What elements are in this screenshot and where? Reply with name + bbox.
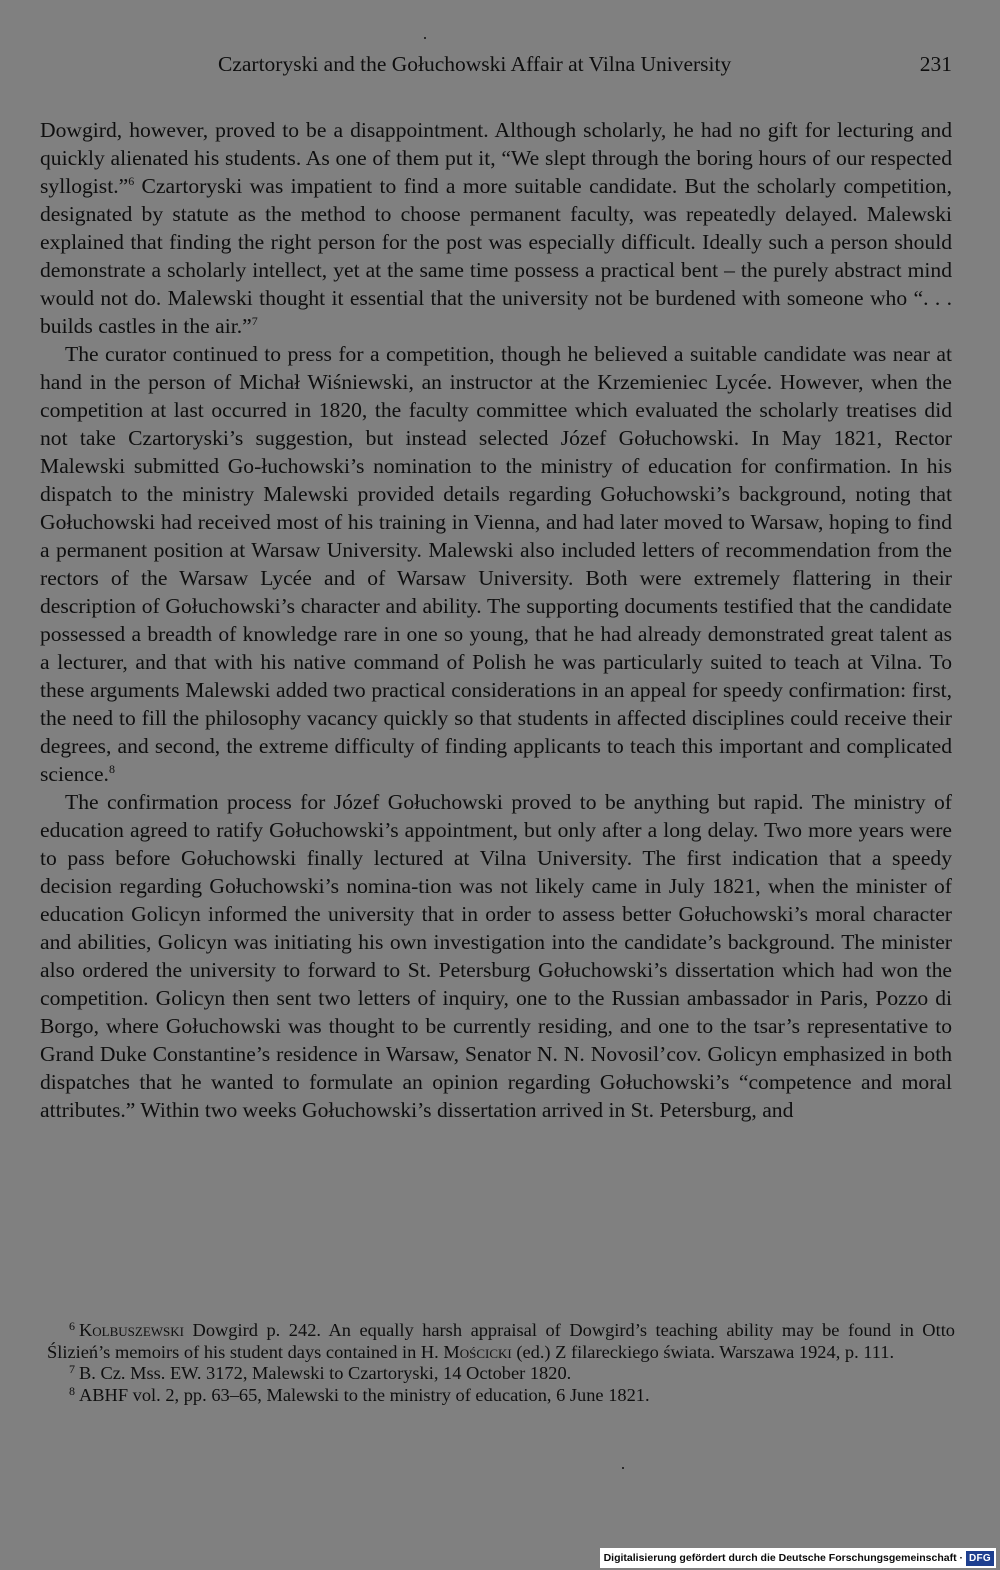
paragraph-1-text: Dowgird, however, proved to be a disappointment. Although scholarly, he had no gift for lecturing and quickly alienated his students. As one of them put it, “We slept through the boring hours of our respected syllogist.” xyxy=(40,118,952,198)
paragraph-1 xyxy=(40,116,952,340)
footnote-8 xyxy=(47,1385,955,1407)
footnote-7 xyxy=(47,1363,955,1385)
footnote-author: Kolbuszewski xyxy=(79,1320,184,1340)
paragraph-3-text: The confirmation process for Józef Gołuchowski proved to be anything but rapid. The ministry of education agreed to ratify Gołuchowski’s appointment, but only after a long delay. Two more years were to pass before Gołuchowski finally lectured at Vilna University. The first indication that a speedy decision regarding Gołuchowski’s nomina-tion was not likely came in July 1821, when the minister of education Golicyn informed the university that in order to assess better Gołuchowski’s moral character and abilities, Golicyn was initiating his own investigation into the candidate’s background. The minister also ordered the university to forward to St. Petersburg Gołuchowski’s dissertation which had won the competition. Golicyn then sent two letters of inquiry, one to the Russian ambassador in Paris, Pozzo di Borgo, where Gołuchowski was thought to be currently residing, and one to the tsar’s representative to Grand Duke Constantine’s residence in Warsaw, Senator N. N. Novosil’cov. Golicyn emphasized in both dispatches that he wanted to formulate an opinion regarding Gołuchowski’s “competence and moral attributes.” Within two weeks Gołuchowski’s dissertation arrived in St. Petersburg, and xyxy=(40,790,952,1122)
footnote-number: 8 xyxy=(69,1383,75,1398)
footnote-6 xyxy=(47,1320,955,1363)
footnote-text: B. Cz. Mss. EW. 3172, Malewski to Czartoryski, 14 October 1820. xyxy=(79,1363,572,1383)
footnote-ref-8: 8 xyxy=(108,762,115,776)
running-title: Czartoryski and the Gołuchowski Affair at Vilna University xyxy=(218,52,732,76)
credit-text: Digitalisierung gefördert durch die Deutsche Forschungsgemeinschaft · xyxy=(603,1552,963,1564)
scan-speck xyxy=(622,1467,624,1469)
footnote-author: Mościcki xyxy=(443,1341,512,1362)
paragraph-3 xyxy=(40,788,952,1124)
digitization-credit xyxy=(600,1548,996,1568)
body-text xyxy=(40,116,952,1124)
scan-speck xyxy=(424,37,426,39)
footnote-number: 6 xyxy=(69,1319,75,1333)
paragraph-2 xyxy=(40,340,952,788)
paragraph-1-continued: Czartoryski was impatient to find a more suitable candidate. But the scholarly competition, designated by statute as the method to choose permanent faculty, was repeatedly delayed. Malewski explained that finding the right person for the post was especially difficult. Ideally such a person should demonstrate a scholarly intellect, yet at the same time possess a practical bent – the purely abstract mind would not do. Malewski thought it essential that the university not be burdened with someone who “. . . builds castles in the air.” xyxy=(40,174,952,338)
footnote-text: Dowgird p. 242. An equally harsh appraisal of Dowgird’s teaching ability may be found in Otto Ślizień’s memoirs of his student days contained in H. xyxy=(47,1320,955,1362)
footnote-ref-6: 6 xyxy=(128,174,135,188)
paragraph-2-text: The curator continued to press for a competition, though he believed a suitable candidate was near at hand in the person of Michał Wiśniewski, an instructor at the Krzemieniec Lycée. However, when the competition at last occurred in 1820, the faculty committee which evaluated the scholarly treatises did not take Czartoryski’s suggestion, but instead selected Józef Gołuchowski. In May 1821, Rector Malewski submitted Go-łuchowski’s nomination to the ministry of education for confirmation. In his dispatch to the ministry Malewski provided details regarding Gołuchowski’s background, noting that Gołuchowski had received most of his training in Vienna, and had later moved to Warsaw, hoping to find a permanent position at Warsaw University. Malewski also included letters of recommendation from the rectors of the Warsaw Lycée and of Warsaw University. Both were extremely flattering in their description of Gołuchowski’s character and ability. The supporting documents testified that the candidate possessed a breadth of knowledge rare in one so young, that he had already demonstrated great talent as a lecturer, and that with his native command of Polish he was particularly suited to teach at Vilna. To these arguments Malewski added two practical considerations in an appeal for speedy confirmation: first, the need to fill the philosophy vacancy quickly so that students in affected disciplines could receive their degrees, and second, the extreme difficulty of finding applicants to teach this important and complicated science. xyxy=(40,342,952,786)
footnote-ref-7: 7 xyxy=(251,314,258,328)
footnote-text: ABHF vol. 2, pp. 63–65, Malewski to the ministry of education, 6 June 1821. xyxy=(79,1384,650,1405)
page-number: 231 xyxy=(919,52,952,76)
running-header xyxy=(40,52,952,84)
footnotes xyxy=(47,1320,955,1406)
dfg-logo: DFG xyxy=(966,1551,994,1566)
footnote-number: 7 xyxy=(69,1362,75,1376)
footnote-text: (ed.) Z filareckiego świata. Warszawa 1924, p. 111. xyxy=(511,1341,895,1362)
